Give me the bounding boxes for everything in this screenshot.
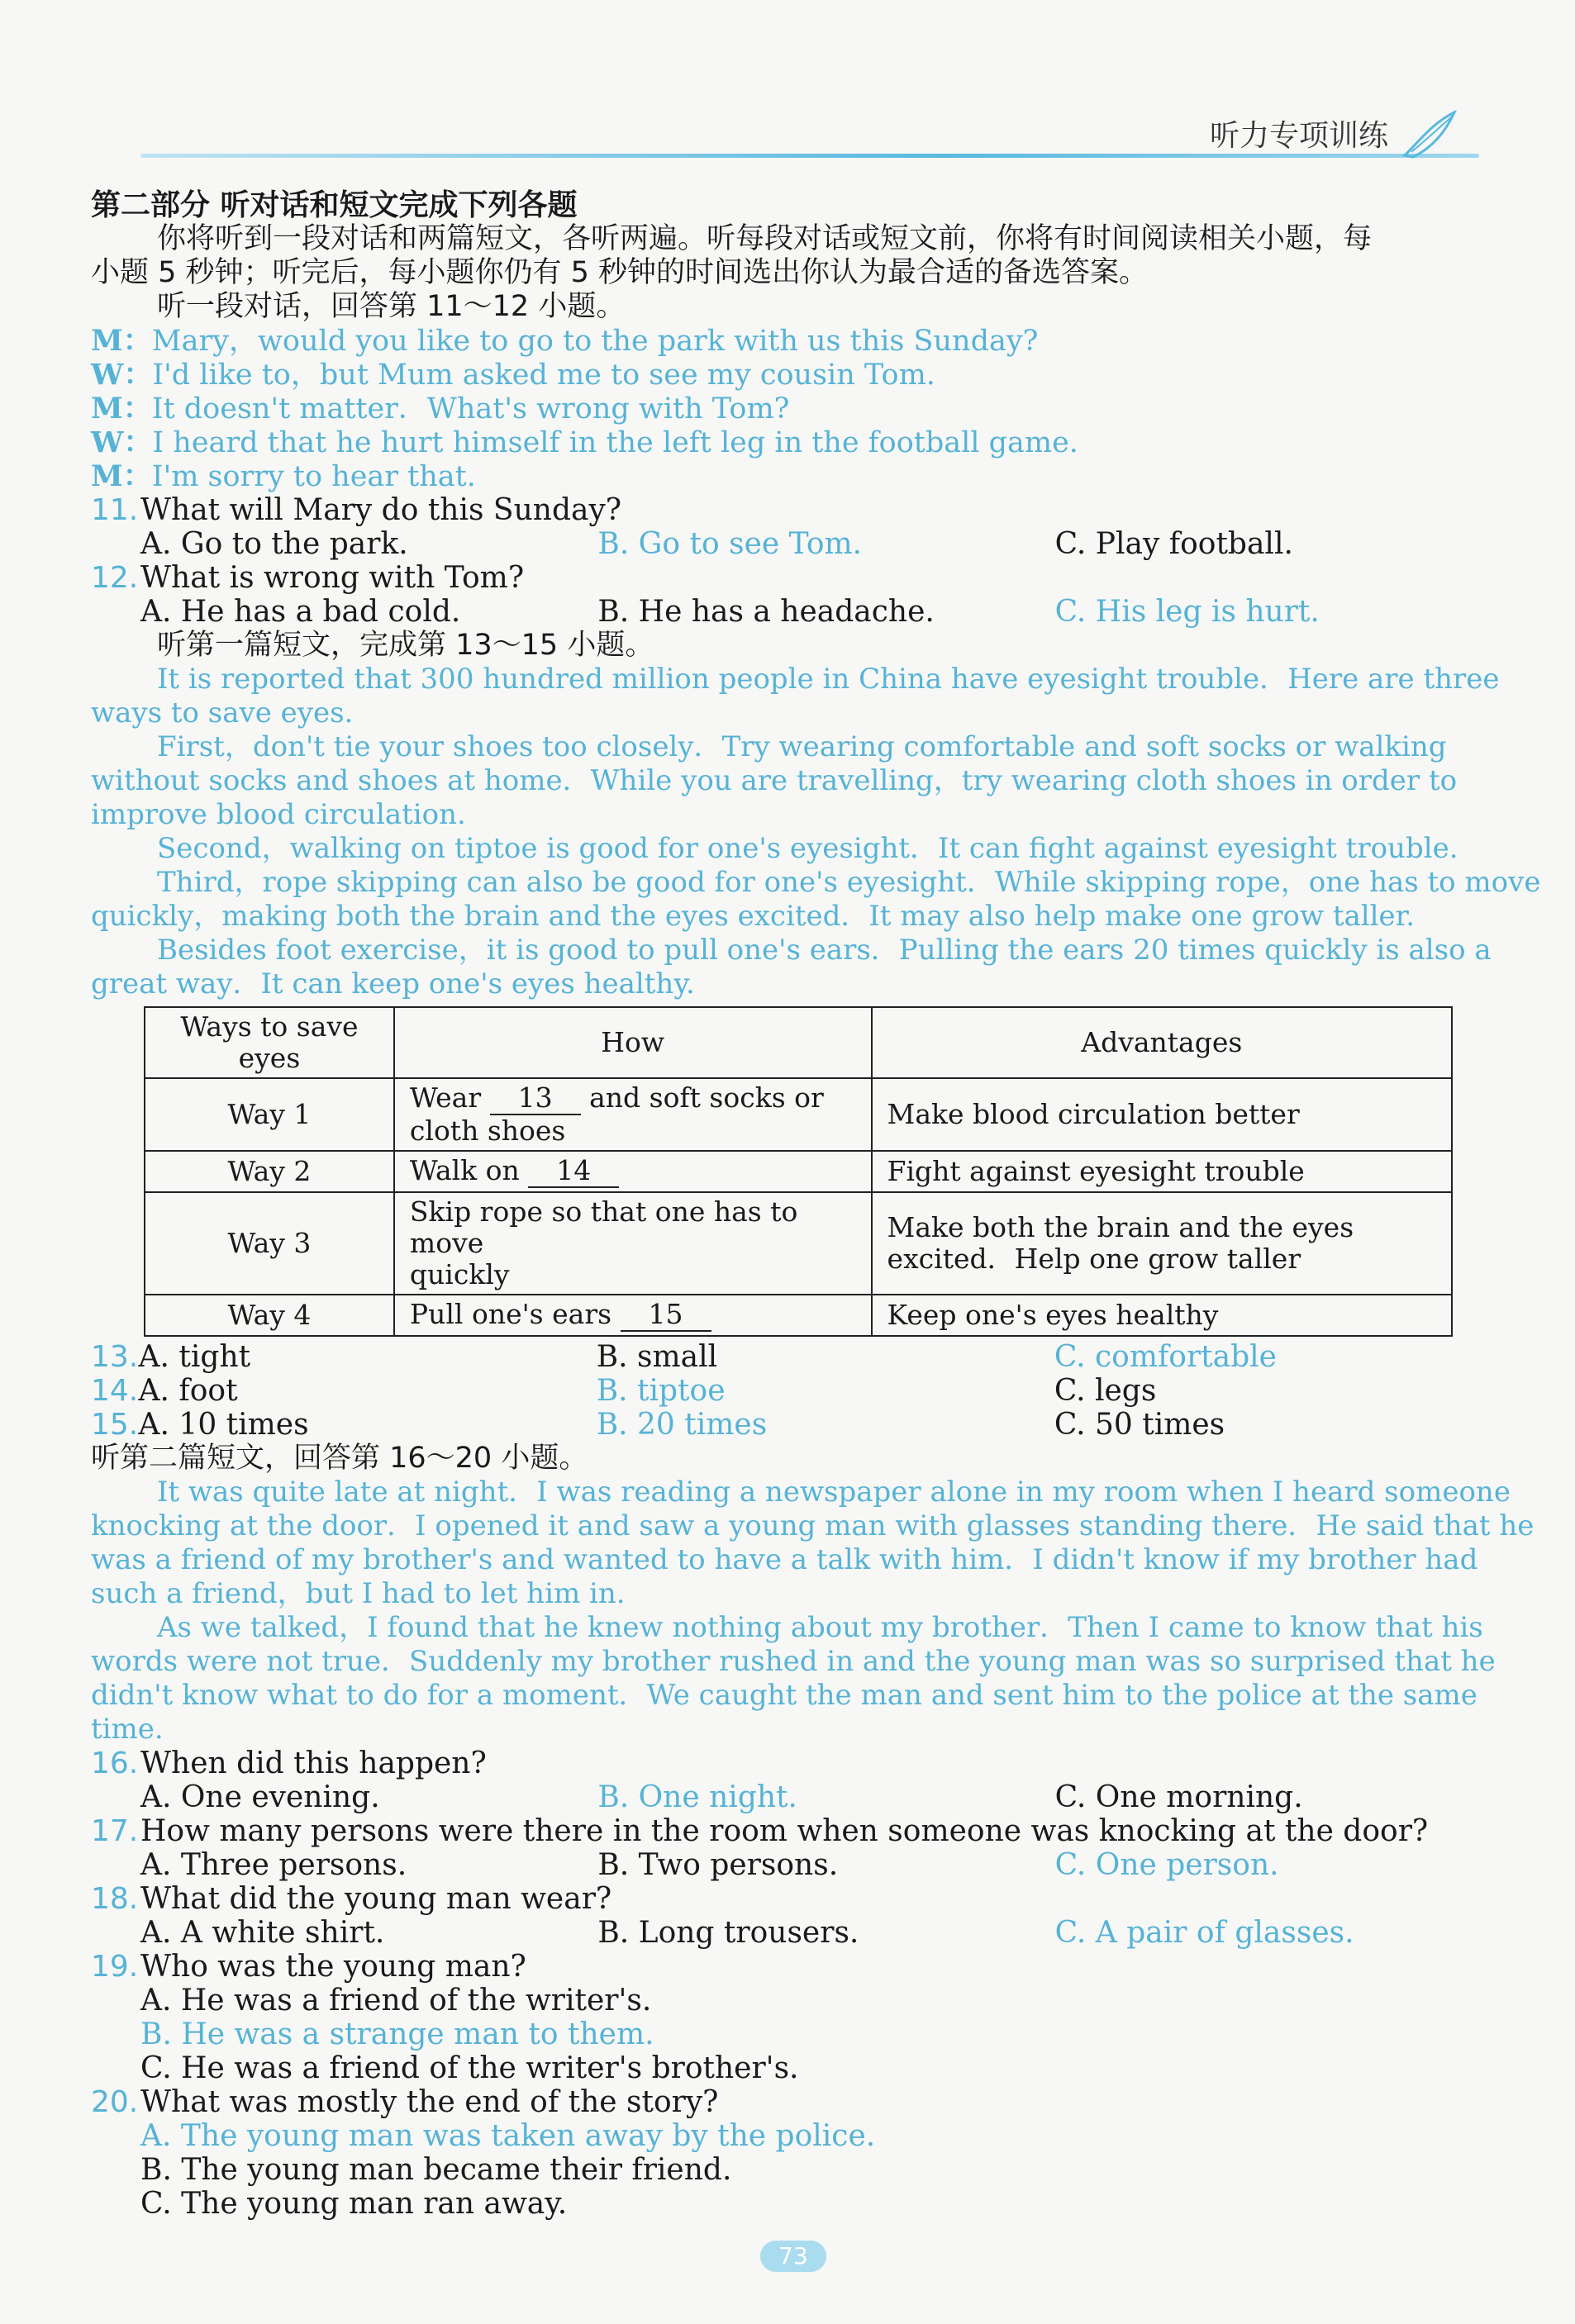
option-c[interactable]: C. He was a friend of the writer's brother's. <box>140 2051 799 2085</box>
dialogue-line: M：It doesn't matter．What's wrong with Tom? <box>91 392 790 425</box>
option-b[interactable]: B. small <box>596 1340 718 1374</box>
table-row <box>145 1192 1452 1295</box>
option-a[interactable]: A. A white shirt. <box>140 1916 385 1950</box>
option-c[interactable]: C. 50 times <box>1054 1408 1225 1442</box>
table-cell-how: Wear 13 and soft socks or cloth shoes <box>394 1078 872 1151</box>
option-a[interactable]: A. He was a friend of the writer's. <box>140 1984 652 2017</box>
blank-13[interactable]: 13 <box>490 1082 581 1115</box>
table-cell-advantage: Keep one's eyes healthy <box>872 1295 1452 1336</box>
table-row <box>145 1295 1452 1336</box>
option-a[interactable]: A. 10 times <box>138 1408 309 1442</box>
table-cell-way: Way 3 <box>145 1192 394 1295</box>
table-cell-advantage: Fight against eyesight trouble <box>872 1151 1452 1192</box>
table-row <box>145 1078 1452 1151</box>
table-cell-how: Pull one's ears 15 <box>394 1295 872 1336</box>
table-cell-advantage: Make both the brain and the eyes excited．Help one grow taller <box>872 1192 1452 1295</box>
section-intro-line-2: 小题 5 秒钟；听完后，每小题你仍有 5 秒钟的时间选出你认为最合适的备选答案。 <box>91 256 1149 289</box>
worksheet-content <box>91 188 1541 2221</box>
dialogue-line: W：I'd like to，but Mum asked me to see my cousin Tom. <box>91 358 935 392</box>
option-a[interactable]: A. Go to the park. <box>140 527 408 561</box>
eyes-table <box>144 1006 1453 1337</box>
question-12: 12.What is wrong with Tom? <box>91 561 525 595</box>
option-a[interactable]: A. foot <box>138 1374 238 1408</box>
option-a-answer[interactable]: A. The young man was taken away by the police. <box>140 2119 876 2153</box>
option-a[interactable]: A. tight <box>138 1340 251 1374</box>
question-16-options <box>91 1780 1512 1814</box>
passage-1: It is reported that 300 hundred million people in China have eyesight trouble．Here are three ways to save eyes. First，don't tie your shoes too closely．Try wearing comfortable and soft socks or walking without socks and shoes at home．While you are travelling，try wearing cloth shoes in order to improve blood circulation. Second，walking on tiptoe is good for one's eyesight．It can fight against eyesight trouble. Third，rope skipping can also be good for one's eyesight．While skipping rope，one has to move quickly，making both the brain and the eyes excited．It may also help make one grow taller. Besides foot exercise，it is good to pull one's ears．Pulling the ears 20 times quickly is also a great way．It can keep one's eyes healthy. <box>91 663 1541 1000</box>
table-header: Advantages <box>872 1007 1452 1078</box>
section-title: 第二部分 听对话和短文完成下列各题 <box>91 188 578 222</box>
dialogue-instruction: 听一段对话，回答第 11～12 小题。 <box>157 290 626 323</box>
question-13-options: 13. A. tight B. small C. comfortable <box>91 1340 1512 1374</box>
table-cell-how: Walk on 14 <box>394 1151 872 1192</box>
option-c-answer[interactable]: C. A pair of glasses. <box>1054 1916 1354 1950</box>
option-c-answer[interactable]: C. His leg is hurt. <box>1054 595 1320 629</box>
passage-2-instruction: 听第二篇短文，回答第 16～20 小题。 <box>91 1442 588 1475</box>
table-header: How <box>394 1007 872 1078</box>
table-cell-way: Way 1 <box>145 1078 394 1151</box>
table-cell-way: Way 2 <box>145 1151 394 1192</box>
question-16: 16.When did this happen? <box>91 1747 487 1780</box>
option-b[interactable]: B. He has a headache. <box>597 595 935 629</box>
option-c[interactable]: C. The young man ran away. <box>140 2187 568 2221</box>
question-18: 18.What did the young man wear? <box>91 1882 612 1916</box>
section-intro-line-1: 你将听到一段对话和两篇短文，各听两遍。听每段对话或短文前，你将有时间阅读相关小题，每 <box>157 222 1373 255</box>
question-19: 19.Who was the young man? <box>91 1950 526 1984</box>
option-b[interactable]: B. The young man became their friend. <box>140 2153 732 2187</box>
page-number: 73 <box>760 2241 826 2272</box>
option-b[interactable]: B. Long trousers. <box>597 1916 859 1950</box>
question-14-options: 14. A. foot B. tiptoe C. legs <box>91 1374 1512 1408</box>
option-a[interactable]: A. He has a bad cold. <box>140 595 461 629</box>
question-12-options <box>91 595 1512 629</box>
question-20: 20.What was mostly the end of the story? <box>91 2085 719 2119</box>
table-cell-way: Way 4 <box>145 1295 394 1336</box>
table-cell-how: Skip rope so that one has to move quickly <box>394 1192 872 1295</box>
table-header: Ways to save eyes <box>145 1007 394 1078</box>
option-b-answer[interactable]: B. 20 times <box>596 1408 768 1442</box>
option-a[interactable]: A. One evening. <box>140 1780 380 1814</box>
option-b-answer[interactable]: B. He was a strange man to them. <box>140 2017 654 2051</box>
option-b-answer[interactable]: B. One night. <box>597 1780 797 1814</box>
dialogue-line: M：Mary，would you like to go to the park with us this Sunday? <box>91 324 1039 358</box>
option-c-answer[interactable]: C. One person. <box>1054 1848 1279 1882</box>
table-cell-advantage: Make blood circulation better <box>872 1078 1452 1151</box>
passage-1-instruction: 听第一篇短文，完成第 13～15 小题。 <box>157 629 654 662</box>
header-title: 听力专项训练 <box>1209 119 1388 153</box>
blank-15[interactable]: 15 <box>621 1299 711 1332</box>
question-11: 11.What will Mary do this Sunday? <box>91 493 622 527</box>
dialogue-line: M：I'm sorry to hear that. <box>91 459 476 493</box>
option-b[interactable]: B. Two persons. <box>597 1848 839 1882</box>
leaf-decoration-icon <box>1397 106 1463 164</box>
question-18-options <box>91 1916 1512 1950</box>
option-c[interactable]: C. legs <box>1054 1374 1157 1408</box>
question-11-options <box>91 527 1512 561</box>
table-row <box>145 1151 1452 1192</box>
dialogue-line: W：I heard that he hurt himself in the left leg in the football game. <box>91 425 1078 459</box>
option-b-answer[interactable]: B. Go to see Tom. <box>597 527 863 561</box>
option-b-answer[interactable]: B. tiptoe <box>596 1374 726 1408</box>
blank-14[interactable]: 14 <box>528 1155 619 1188</box>
table-header-row <box>145 1007 1452 1078</box>
question-17: 17.How many persons were there in the room when someone was knocking at the door? <box>91 1814 1429 1848</box>
passage-2: It was quite late at night．I was reading a newspaper alone in my room when I heard someone knocking at the door．I opened it and saw a young man with glasses standing there．He said that he was a friend of my brother's and wanted to have a talk with him．I didn't know if my brother had such a friend，but I had to let him in. As we talked，I found that he knew nothing about my brother．Then I came to know that his words were not true．Suddenly my brother rushed in and the young man was so surprised that he didn't know what to do for a moment．We caught the man and sent him to the police at the same time. <box>91 1476 1535 1746</box>
option-a[interactable]: A. Three persons. <box>140 1848 407 1882</box>
option-c[interactable]: C. One morning. <box>1054 1780 1303 1814</box>
page-header <box>140 106 1479 180</box>
question-15-options: 15. A. 10 times B. 20 times C. 50 times <box>91 1408 1512 1442</box>
option-c[interactable]: C. Play football. <box>1054 527 1293 561</box>
option-c-answer[interactable]: C. comfortable <box>1054 1340 1277 1374</box>
question-17-options <box>91 1848 1512 1882</box>
